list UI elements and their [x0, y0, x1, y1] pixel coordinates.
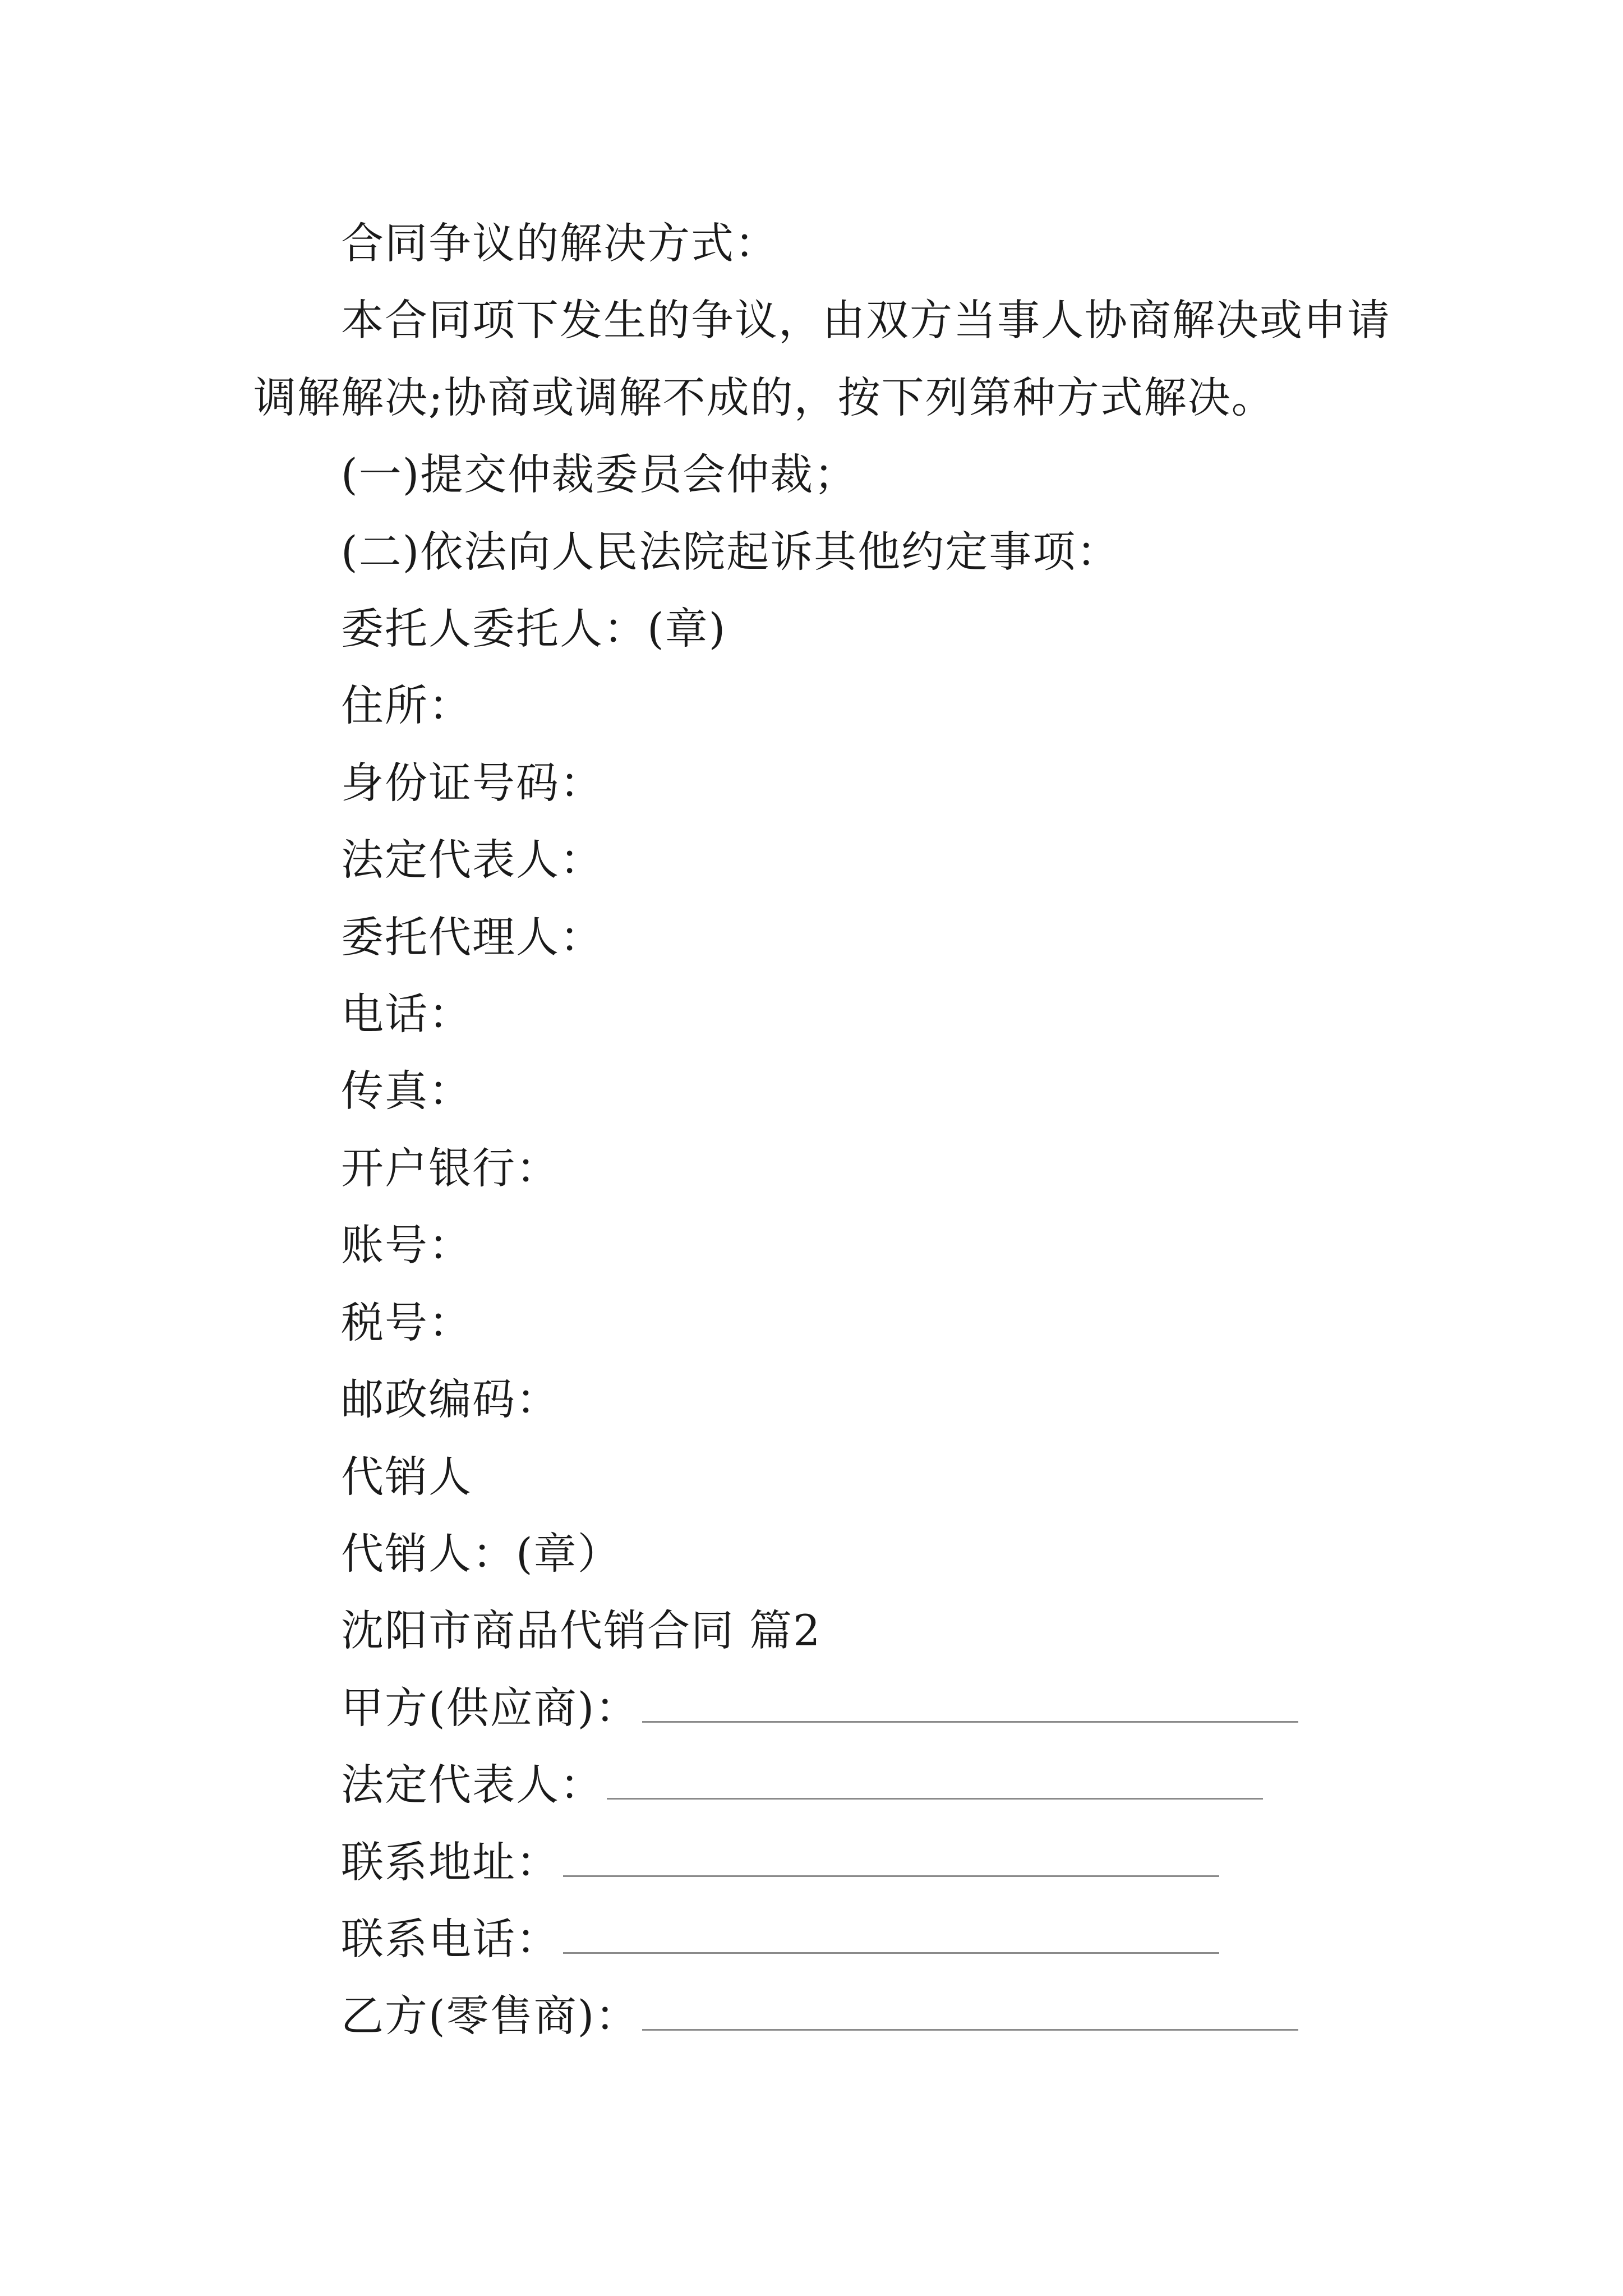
- contract2-field-contact-address: [253, 1824, 1398, 1901]
- fill-in-blank-line: [642, 1720, 1298, 1723]
- fill-in-blank-line: [642, 2028, 1298, 2031]
- consignor-signature: 委托人委托人：(章): [341, 604, 727, 654]
- field-label: 联系地址：: [341, 1837, 560, 1887]
- field-label: 乙方(零售商)：: [341, 1991, 639, 2041]
- dispute-option-arbitration: (一)提交仲裁委员会仲裁；: [341, 449, 858, 500]
- consignor-field-fax: 传真：: [341, 1066, 472, 1116]
- contract2-field-party-b: [253, 1977, 1398, 2054]
- consignee-title: 代销人: [341, 1451, 472, 1502]
- document-body: [253, 205, 1398, 2055]
- field-label: 联系电话：: [341, 1913, 560, 1964]
- contract2-field-party-a: [253, 1669, 1398, 1746]
- consignor-field-account: 账号：: [341, 1220, 472, 1271]
- dispute-option-court: (二)依法向人民法院起诉其他约定事项：: [341, 526, 1121, 577]
- fill-in-blank-line: [607, 1797, 1263, 1800]
- consignor-field-postcode: 邮政编码：: [341, 1374, 560, 1425]
- field-label: 法定代表人：: [341, 1760, 603, 1810]
- contract2-title: 沈阳市商品代销合同 篇2: [341, 1605, 822, 1656]
- consignor-field-id-number: 身份证号码：: [341, 757, 603, 808]
- contract2-field-contact-phone: [253, 1901, 1398, 1977]
- consignee-signature: 代销人：(章）: [341, 1528, 621, 1579]
- contract2-field-legal-representative: [253, 1746, 1398, 1823]
- consignor-field-legal-representative: 法定代表人：: [341, 835, 603, 885]
- consignor-field-authorized-agent: 委托代理人：: [341, 912, 603, 962]
- dispute-clause: 本合同项下发生的争议，由双方当事人协商解决或申请调解解决;协商或调解不成的，按下列第种方式解决。: [253, 295, 1391, 422]
- field-label: 甲方(供应商)：: [341, 1682, 639, 1733]
- dispute-heading: 合同争议的解决方式：: [341, 218, 778, 268]
- consignor-field-tax-number: 税号：: [341, 1297, 472, 1347]
- fill-in-blank-line: [563, 1952, 1219, 1954]
- consignor-field-phone: 电话：: [341, 989, 472, 1039]
- consignor-field-bank: 开户银行：: [341, 1143, 560, 1193]
- fill-in-blank-line: [563, 1875, 1219, 1877]
- consignor-field-address: 住所：: [341, 680, 472, 731]
